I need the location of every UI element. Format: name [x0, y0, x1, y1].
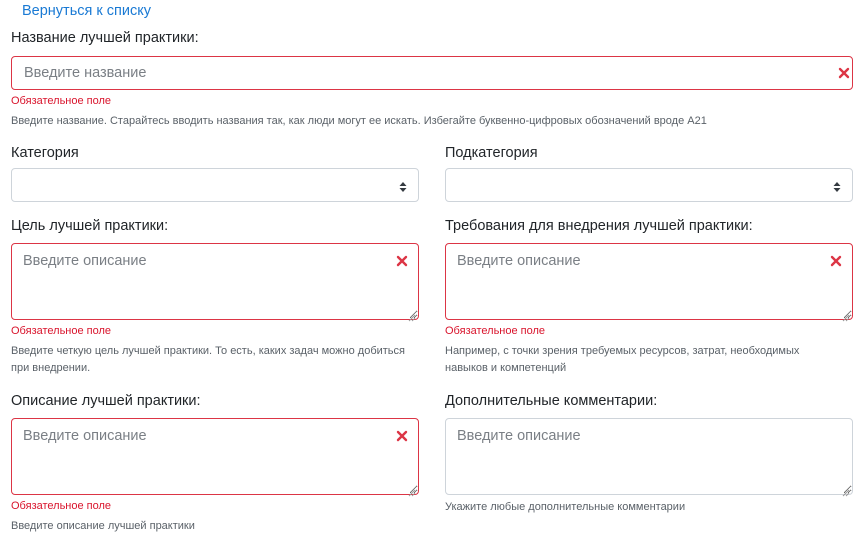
name-help: Введите название. Старайтесь вводить названия так, как люди могут ее искать. Избегайте буквенно-цифровых обозначений вроде А21: [11, 115, 707, 127]
goal-help: Введите четкую цель лучшей практики. То есть, каких задач можно добиться при внедрении.: [11, 345, 405, 374]
goal-label: Цель лучшей практики:: [11, 218, 169, 234]
subcategory-label: Подкатегория: [445, 145, 538, 161]
description-textarea[interactable]: [11, 418, 419, 495]
name-input[interactable]: [11, 56, 853, 90]
comments-label: Дополнительные комментарии:: [445, 393, 658, 409]
description-error: Обязательное поле: [11, 500, 112, 512]
requirements-help: Например, с точки зрения требуемых ресурсов, затрат, необходимых навыков и компетенций: [445, 345, 800, 374]
name-label: Название лучшей практики:: [11, 30, 199, 46]
invalid-x-icon: [838, 67, 850, 79]
sort-caret-icon: [399, 180, 407, 192]
requirements-error: Обязательное поле: [445, 325, 546, 337]
invalid-x-icon: [830, 255, 842, 267]
description-help: Введите описание лучшей практики: [11, 520, 195, 532]
invalid-x-icon: [396, 255, 408, 267]
name-error: Обязательное поле: [11, 95, 112, 107]
description-label: Описание лучшей практики:: [11, 393, 201, 409]
goal-textarea[interactable]: [11, 243, 419, 320]
comments-textarea[interactable]: [445, 418, 853, 495]
requirements-textarea[interactable]: [445, 243, 853, 320]
invalid-x-icon: [396, 430, 408, 442]
category-label: Категория: [11, 145, 79, 161]
goal-error: Обязательное поле: [11, 325, 112, 337]
requirements-label: Требования для внедрения лучшей практики:: [445, 218, 753, 234]
category-select[interactable]: [11, 168, 419, 202]
sort-caret-icon: [833, 180, 841, 192]
comments-help: Укажите любые дополнительные комментарии: [445, 501, 686, 513]
subcategory-select[interactable]: [445, 168, 853, 202]
back-to-list-link[interactable]: Вернуться к списку: [22, 3, 151, 19]
